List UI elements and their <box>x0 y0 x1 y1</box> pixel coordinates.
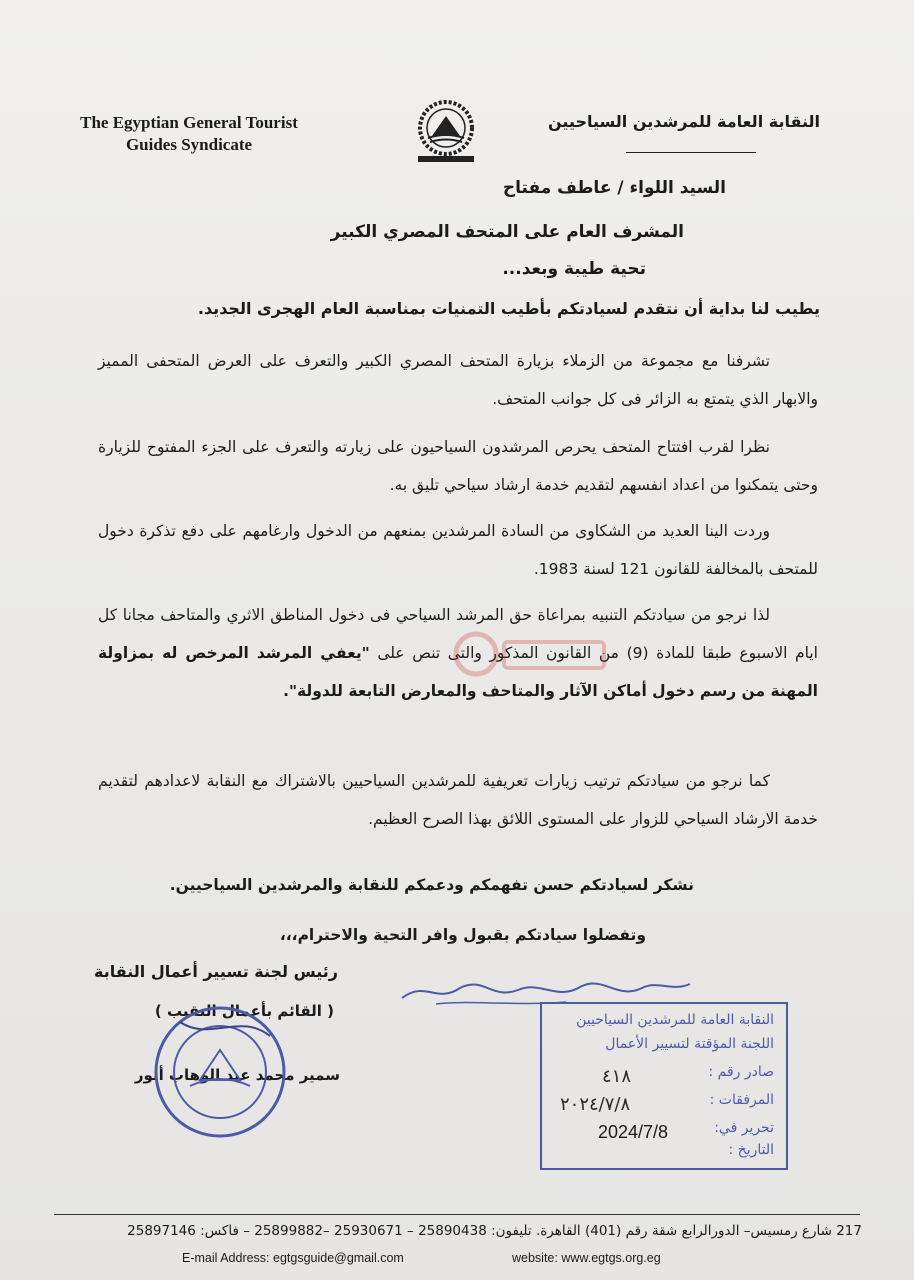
org-name-english-line1: The Egyptian General Tourist <box>80 113 298 132</box>
footer-website: website: www.egtgs.org.eg <box>512 1251 661 1265</box>
paragraph-3: وردت الينا العديد من الشكاوى من السادة المرشدين بمنعهم من الدخول وارغامهم على دفع تذكرة دخول للمتحف بالمخالفة للقانون 121 لسنة 1983. <box>98 522 818 578</box>
org-name-arabic: النقابة العامة للمرشدين السياحيين <box>547 112 820 131</box>
closing-line: وتفضلوا سيادتكم بقبول وافر التحية والاحترام،،، <box>279 926 646 944</box>
greeting: تحية طيبة وبعد... <box>502 259 646 279</box>
round-seal-icon <box>150 1002 290 1142</box>
stamp-written-date: 2024/7/8 <box>598 1122 669 1142</box>
stamp-org: النقابة العامة للمرشدين السياحيين <box>576 1012 774 1028</box>
org-name-english-line2: Guides Syndicate <box>125 135 253 154</box>
signatory-role: ( القائم بأعمال النقيب ) <box>154 1002 334 1020</box>
stamp-date-label: التاريخ : <box>728 1142 774 1158</box>
paragraph-4-quote: "يعفي المرشد المرخص له بمزاولة المهنة من رسم دخول أماكن الآثار والمتاحف والمعارض التابعة للدولة". <box>98 644 818 700</box>
watermark-logo-icon <box>448 624 618 700</box>
paragraph-1: تشرفنا مع مجموعة من الزملاء بزيارة المتحف المصري الكبير والتعرف على العرض المتحفى المميز والابهار الذي يتمتع به الزائر فى كل جوانب المتحف. <box>98 352 818 408</box>
footer-address: 217 شارع رمسيس– الدورالرابع شقة رقم (401) القاهرة. تليفون: 25890438 – 25930671 –25899882 – فاكس: 25897146 <box>127 1223 862 1239</box>
opening-line: يطيب لنا بداية أن نتقدم لسيادتكم بأطيب التمنيات بمناسبة العام الهجرى الجديد. <box>197 299 820 318</box>
footer-email: E-mail Address: egtgsguide@gmail.com <box>182 1251 404 1265</box>
stamp-issued-label: صادر رقم : <box>708 1064 774 1080</box>
stamp-hand-date: ٢٠٢٤/٧/٨ <box>560 1094 631 1115</box>
org-name-english <box>44 112 334 156</box>
registry-stamp <box>540 1002 788 1170</box>
paragraph-4-text: لذا نرجو من سيادتكم التنبيه بمراعاة حق المرشد السياحي فى دخول المناطق الاثري والمتاحف مجانا كل ايام الاسبوع طبقا للمادة (9) من القانون المذكور والتى تنص على <box>98 606 818 662</box>
stamp-written-label: تحرير في: <box>714 1120 774 1136</box>
stamp-committee: اللجنة المؤقتة لتسيير الأعمال <box>605 1036 774 1052</box>
syndicate-logo-icon <box>410 94 482 166</box>
paragraph-5: كما نرجو من سيادتكم ترتيب زيارات تعريفية للمرشدين السياحيين بالاشتراك مع النقابة لاعدادهم لتقديم خدمة الارشاد السياحي للزوار على المستوى اللائق بهذا الصرح العظيم. <box>98 772 818 828</box>
footer-divider <box>54 1214 860 1215</box>
addressee: السيد اللواء / عاطف مفتاح <box>502 178 726 198</box>
signatory-name: سمير محمد عبد الوهاب أنور <box>134 1066 340 1084</box>
signatory-title: رئيس لجنة تسيير أعمال النقابة <box>93 962 338 981</box>
addressee-title: المشرف العام على المتحف المصري الكبير <box>330 222 684 242</box>
paragraph-2: نظرا لقرب افتتاح المتحف يحرص المرشدون السياحيون على زيارته والتعرف على الجزء المفتوح للزيارة وحتى يتمكنوا من اعداد انفسهم لتقديم خدمة ارشاد سياحي تليق به. <box>98 438 818 494</box>
stamp-attachments-label: المرفقات : <box>709 1092 774 1108</box>
stamp-issued-number: ٤١٨ <box>602 1066 632 1087</box>
header-underline <box>626 152 756 153</box>
thanks-line: نشكر لسيادتكم حسن تفهمكم ودعمكم للنقابة والمرشدين السياحيين. <box>169 876 694 894</box>
